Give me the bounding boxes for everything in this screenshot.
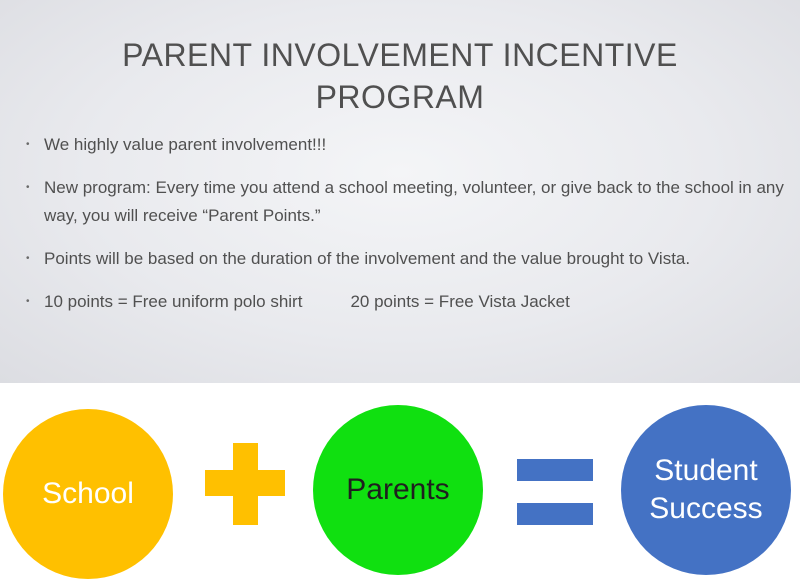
slide-title xyxy=(0,34,800,118)
bullet-text: New program: Every time you attend a school meeting, volunteer, or give back to the school in any way, you will receive “Parent Points.” xyxy=(44,178,784,225)
plus-icon xyxy=(205,443,285,525)
equation-graphic xyxy=(0,383,800,586)
parents-circle xyxy=(313,405,483,575)
bullet-icon: • xyxy=(26,253,30,264)
bullet-icon: • xyxy=(26,182,30,193)
bullet-item xyxy=(24,245,784,273)
bullet-icon: • xyxy=(26,139,30,150)
bullet-icon: • xyxy=(26,296,30,307)
student-success-circle xyxy=(621,405,791,575)
bullet-text: We highly value parent involvement!!! xyxy=(44,135,327,154)
bullet-item xyxy=(24,174,784,230)
school-circle xyxy=(3,409,173,579)
slide-title-line2: PROGRAM xyxy=(315,79,485,115)
school-label: School xyxy=(42,477,134,510)
parents-label: Parents xyxy=(346,473,450,506)
success-label-line2: Success xyxy=(649,492,763,525)
equals-icon xyxy=(517,459,593,523)
bullet-item xyxy=(24,131,784,159)
slide-title-line1: PARENT INVOLVEMENT INCENTIVE xyxy=(122,37,678,73)
bullet-text: Points will be based on the duration of the involvement and the value brought to Vista. xyxy=(44,249,691,268)
bullet-list xyxy=(24,131,784,331)
reward-vista-jacket: 20 points = Free Vista Jacket xyxy=(350,292,570,311)
rewards-item xyxy=(24,288,784,316)
success-label-line1: Student xyxy=(654,454,758,487)
reward-polo-shirt: 10 points = Free uniform polo shirt xyxy=(44,292,303,311)
